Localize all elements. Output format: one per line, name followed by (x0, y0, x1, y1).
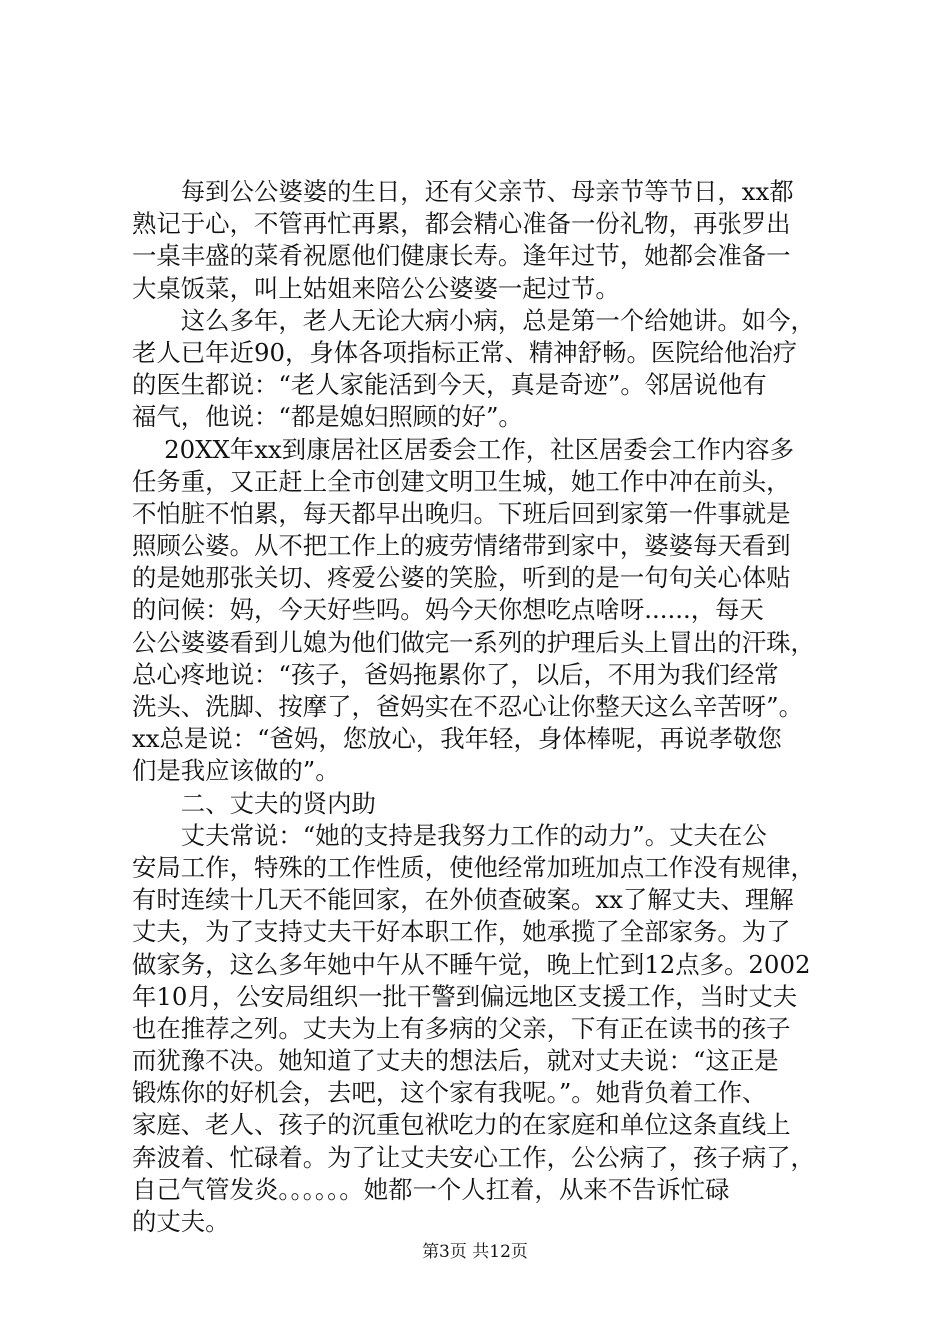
text-line: 丈夫常说：“她的支持是我努力工作的动力”。丈夫在公 (132, 820, 767, 850)
text-line: 的是她那张关切、疼爱公婆的笑脸，听到的是一句句关心体贴 (132, 563, 791, 593)
text-line: 丈夫，为了支持丈夫干好本职工作，她承揽了全部家务。为了 (132, 917, 791, 947)
text-line: 不怕脏不怕累，每天都早出晚归。下班后回到家第一件事就是 (132, 498, 791, 528)
section-heading: 二、丈夫的贤内助 (132, 788, 376, 818)
text-line: 福气，他说：“都是媳妇照顾的好”。 (132, 402, 523, 432)
text-line: 们是我应该做的”。 (132, 756, 340, 786)
text-line: 熟记于心，不管再忙再累，都会精心准备一份礼物，再张罗出 (132, 209, 791, 239)
text-line: 自己气管发炎。。。。。。她都一个人扛着，从来不告诉忙碌 (132, 1174, 730, 1204)
text-line: 锻炼你的好机会，去吧，这个家有我呢。”。她背负着工作、 (132, 1078, 767, 1108)
text-line: 任务重，又正赶上全市创建文明卫生城，她工作中冲在前头， (132, 466, 791, 496)
text-line: 的丈夫。 (132, 1207, 230, 1236)
text-line: 做家务，这么多年她中午从不睡午觉，晚上忙到12点多。2002 (132, 949, 811, 979)
text-line: 的医生都说：“老人家能活到今天，真是奇迹”。邻居说他有 (132, 370, 767, 400)
text-line: 洗头、洗脚、按摩了，爸妈实在不忍心让你整天这么辛苦呀”。 (132, 692, 804, 721)
text-line: 这么多年，老人无论大病小病，总是第一个给她讲。如今， (132, 305, 815, 335)
text-line: 老人已年近90，身体各项指标正常、精神舒畅。医院给他治疗 (132, 337, 798, 367)
text-line: 而犹豫不决。她知道了丈夫的想法后，就对丈夫说：“这正是 (132, 1046, 779, 1076)
document-body (132, 176, 832, 1238)
page-number-footer: 第3页 共12页 (422, 1242, 528, 1262)
text-line: 安局工作，特殊的工作性质，使他经常加班加点工作没有规律， (132, 852, 815, 882)
text-line: 大桌饭菜，叫上姑姐来陪公公婆婆一起过节。 (132, 273, 620, 303)
text-line: 一桌丰盛的菜肴祝愿他们健康长寿。逢年过节，她都会准备一 (132, 241, 791, 271)
text-line: 总心疼地说：“孩子，爸妈拖累你了，以后，不用为我们经常 (132, 659, 779, 689)
text-line: 照顾公婆。从不把工作上的疲劳情绪带到家中，婆婆每天看到 (132, 531, 791, 561)
text-line: 年10月，公安局组织一批干警到偏远地区支援工作，当时丈夫 (132, 981, 798, 1011)
text-line: 的问候：妈，今天好些吗。妈今天你想吃点啥呀......，每天 (132, 595, 764, 625)
text-line: xx总是说：“爸妈，您放心，我年轻，身体棒呢，再说孝敬您 (132, 724, 782, 754)
text-line: 公公婆婆看到儿媳为他们做完一系列的护理后头上冒出的汗珠， (132, 627, 815, 657)
text-line: 20XX年xx到康居社区居委会工作，社区居委会工作内容多 (132, 434, 795, 464)
text-line: 家庭、老人、孩子的沉重包袱吃力的在家庭和单位这条直线上 (132, 1110, 791, 1140)
text-line: 有时连续十几天不能回家，在外侦查破案。xx了解丈夫、理解 (132, 885, 794, 915)
text-line: 奔波着、忙碌着。为了让丈夫安心工作，公公病了，孩子病了， (132, 1142, 815, 1172)
text-line: 也在推荐之列。丈夫为上有多病的父亲，下有正在读书的孩子 (132, 1013, 791, 1043)
text-line: 每到公公婆婆的生日，还有父亲节、母亲节等节日，xx都 (132, 177, 794, 206)
